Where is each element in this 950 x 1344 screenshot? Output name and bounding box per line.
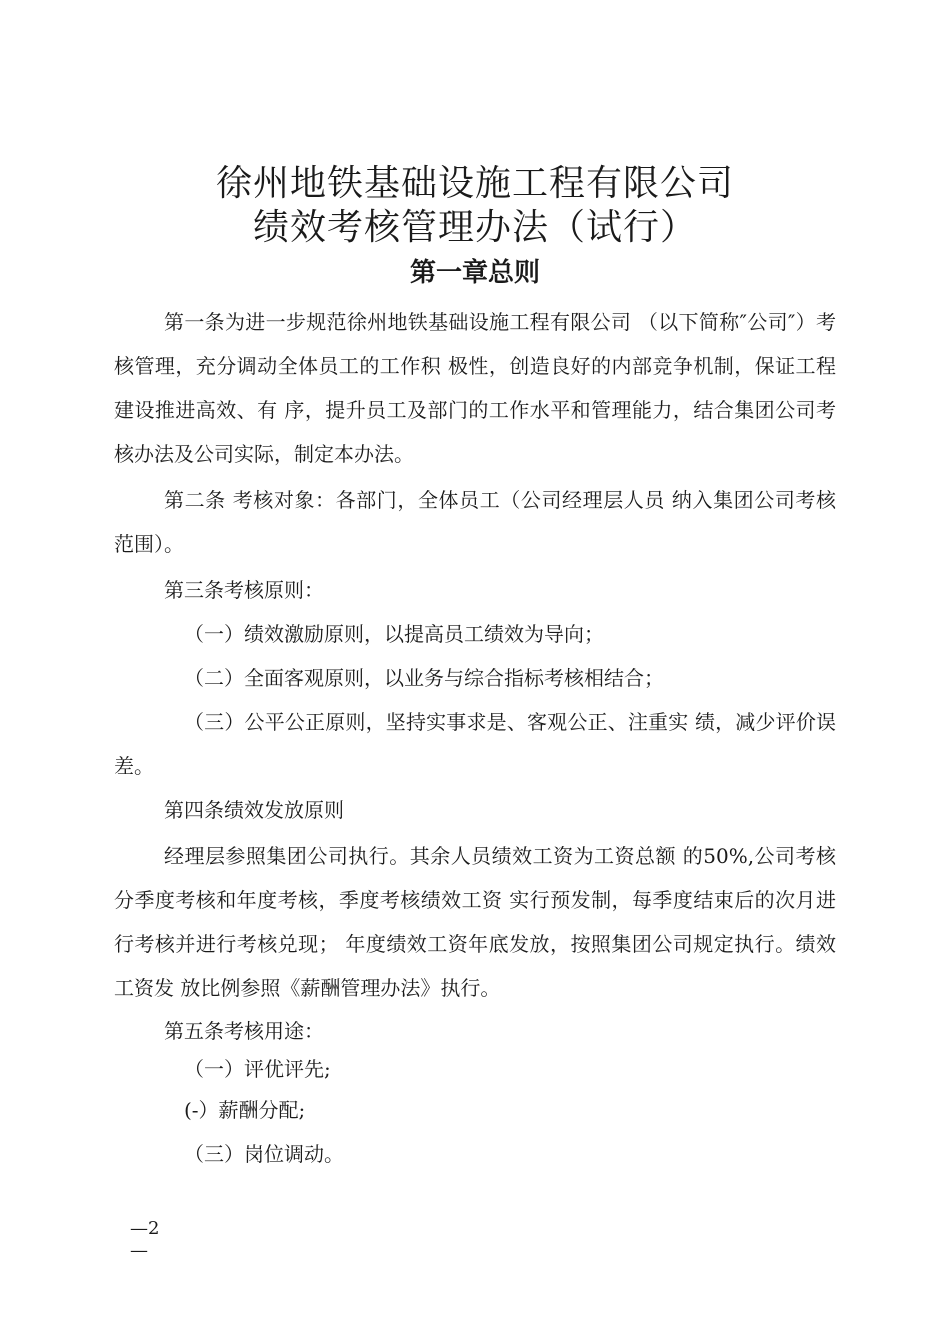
article-4-body: 经理层参照集团公司执行。其余人员绩效工资为工资总额 的50%,公司考核分季度考核和年度考核，季度考核绩效工资 实行预发制，每季度结束后的次月进行考核并进行考核兑现； 年度绩效工资年底发放，按照集团公司规定执行。绩效工资发 放比例参照《薪酬管理办法》执行。 xyxy=(114,844,836,1000)
page-number-trail: — xyxy=(130,1240,148,1261)
document-title-line2: 绩效考核管理办法（试行） xyxy=(252,207,697,248)
article-1: 第一条为进一步规范徐州地铁基础设施工程有限公司 （以下简称″公司″）考核管理，充分调动全体员工的工作积 极性，创造良好的内部竞争机制，保证工程建设推进高效、有 序，提升员工及部门的工作水平和管理能力，结合集团公司考 核办法及公司实际，制定本办法。 xyxy=(114,310,836,466)
article-2: 第二条 考核对象：各部门，全体员工（公司经理层人员 纳入集团公司考核范围）。 xyxy=(114,488,836,556)
article-3-item-2: （二）全面客观原则，以业务与综合指标考核相结合； xyxy=(184,666,664,690)
document-title-line1: 徐州地铁基础设施工程有限公司 xyxy=(215,163,734,204)
article-4: 第四条绩效发放原则 xyxy=(164,798,344,822)
article-5-item-3: （三）岗位调动。 xyxy=(184,1142,344,1166)
article-3-item-1: （一）绩效激励原则，以提高员工绩效为导向； xyxy=(184,622,604,646)
article-5: 第五条考核用途： xyxy=(164,1019,324,1043)
chapter-title: 第一章总则 xyxy=(409,258,540,288)
page-number: —2 xyxy=(130,1218,160,1239)
article-3-item-3: （三）公平公正原则，坚持实事求是、客观公正、注重实 绩，减少评价误差。 xyxy=(114,710,836,778)
article-5-item-1: （一）评优评先; xyxy=(184,1057,331,1081)
article-5-item-2: (-）薪酬分配; xyxy=(184,1098,306,1122)
document-body xyxy=(114,300,836,1176)
article-3: 第三条考核原则： xyxy=(164,578,324,602)
